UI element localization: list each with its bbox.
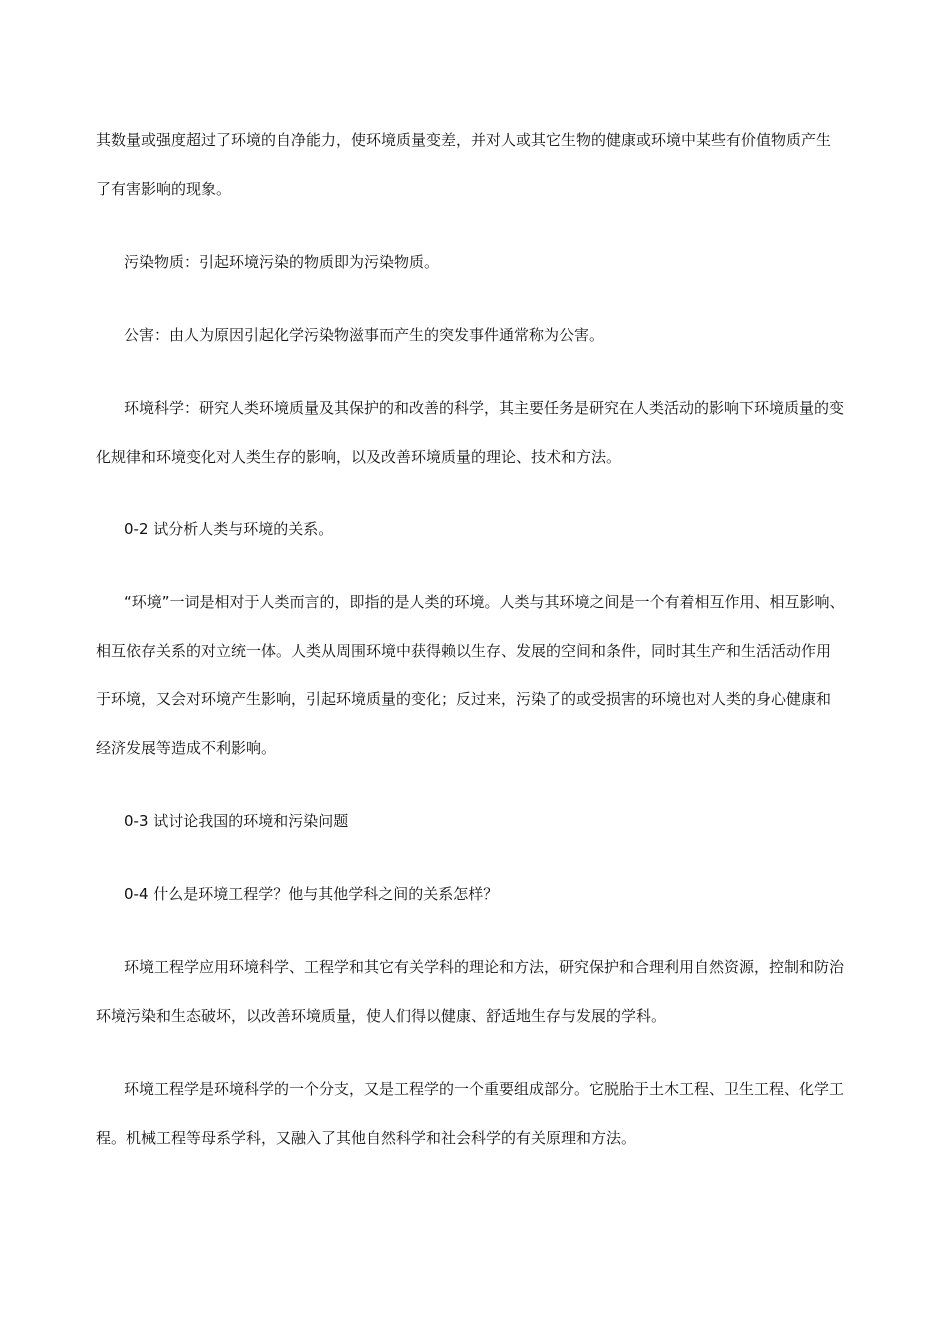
answer-line: 相互依存关系的对立统一体。人类从周围环境中获得赖以生存、发展的空间和条件，同时其生产和生活活动作用 — [96, 642, 832, 660]
definition-public-hazard: 公害：由人为原因引起化学污染物滋事而产生的突发事件通常称为公害。 — [124, 326, 605, 344]
paragraph-line: 其数量或强度超过了环境的自净能力，使环境质量变差，并对人或其它生物的健康或环境中某些有价值物质产生 — [96, 131, 832, 149]
answer-line: 环境工程学是环境科学的一个分支，又是工程学的一个重要组成部分。它脱胎于土木工程、卫生工程、化学工 — [124, 1080, 845, 1098]
question-heading-0-4: 0-4 什么是环境工程学？他与其他学科之间的关系怎样？ — [124, 885, 499, 903]
question-heading-0-2: 0-2 试分析人类与环境的关系。 — [124, 520, 334, 538]
answer-line: “环境”一词是相对于人类而言的，即指的是人类的环境。人类与其环境之间是一个有着相互作用、相互影响、 — [124, 593, 845, 611]
answer-line: 于环境，又会对环境产生影响，引起环境质量的变化；反过来，污染了的或受损害的环境也对人类的身心健康和 — [96, 690, 832, 708]
answer-line: 环境污染和生态破坏，以改善环境质量，使人们得以健康、舒适地生存与发展的学科。 — [96, 1007, 667, 1025]
definition-pollutant: 污染物质：引起环境污染的物质即为污染物质。 — [124, 253, 440, 271]
definition-environmental-science: 环境科学：研究人类环境质量及其保护的和改善的科学，其主要任务是研究在人类活动的影响下环境质量的变 — [124, 399, 845, 417]
answer-line: 经济发展等造成不利影响。 — [96, 739, 277, 757]
paragraph-line: 了有害影响的现象。 — [96, 180, 232, 198]
paragraph-line: 化规律和环境变化对人类生存的影响，以及改善环境质量的理论、技术和方法。 — [96, 448, 622, 466]
answer-line: 程。机械工程等母系学科，又融入了其他自然科学和社会科学的有关原理和方法。 — [96, 1129, 637, 1147]
question-heading-0-3: 0-3 试讨论我国的环境和污染问题 — [124, 812, 349, 830]
answer-line: 环境工程学应用环境科学、工程学和其它有关学科的理论和方法，研究保护和合理利用自然资源，控制和防治 — [124, 958, 845, 976]
